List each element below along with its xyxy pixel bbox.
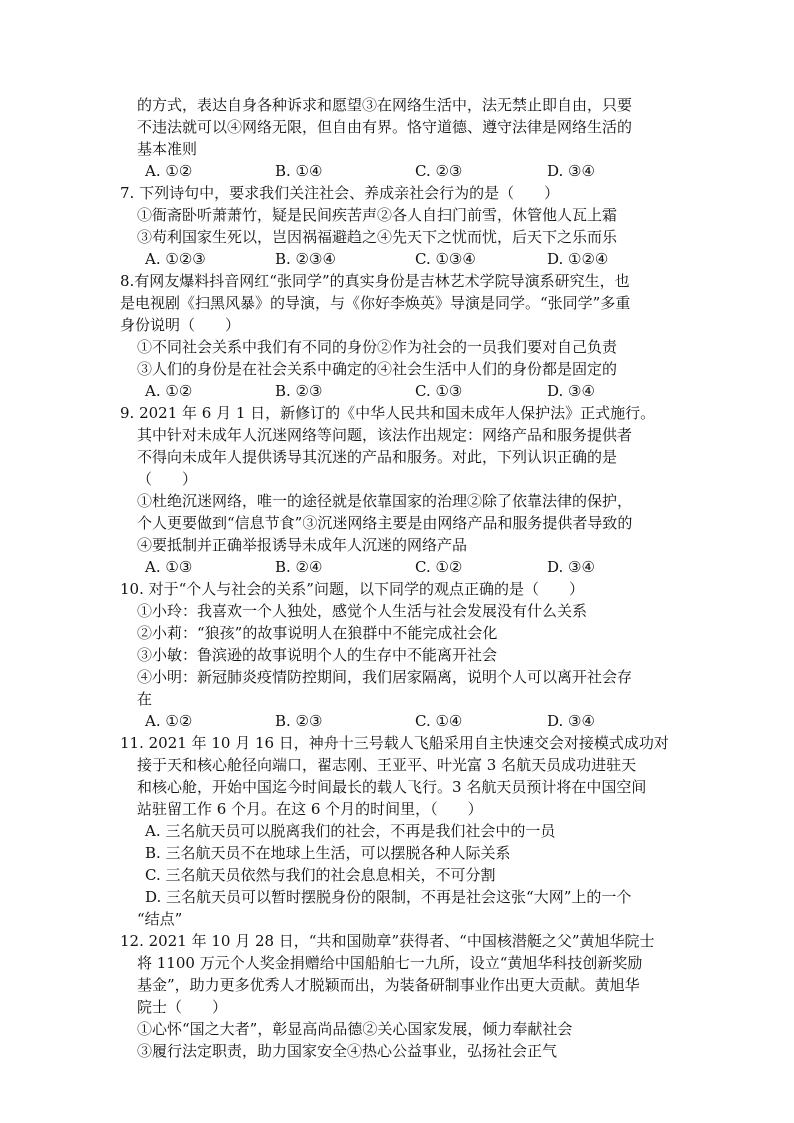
q9-line-2: 其中针对未成年人沉迷网络等问题，该法作出规定：网络产品和服务提供者 — [137, 426, 633, 444]
q6-options — [145, 161, 665, 181]
q9-line-1: 9. 2021 年 6 月 1 日，新修订的《中华人民共和国未成年人保护法》正式施行。 — [120, 404, 656, 422]
q10-line-1: ①小玲：我喜欢一个人独处，感觉个人生活与社会发展没有什么关系 — [137, 602, 588, 620]
q9-option-d[interactable]: D. ③④ — [547, 558, 595, 576]
q6-option-b[interactable]: B. ①④ — [275, 162, 323, 180]
q7-option-d[interactable]: D. ①②④ — [547, 250, 609, 268]
q6-line-3: 基本准则 — [137, 140, 198, 158]
q10-line-3: ③小敏：鲁滨逊的故事说明个人的生存中不能离开社会 — [137, 646, 498, 664]
q9-line-3: 不得向未成年人提供诱导其沉迷的产品和服务。对此，下列认识正确的是 — [137, 448, 618, 466]
q10-options — [145, 711, 665, 731]
q6-line-2: 不违法就可以④网络无限，但自由有界。恪守道德、遵守法律是网络生活的 — [137, 118, 633, 136]
q12-line-2: 将 1100 万元个人奖金捐赠给中国船舶七一九所，设立“黄旭华科技创新奖励 — [137, 954, 643, 972]
q8-option-a[interactable]: A. ①② — [145, 382, 193, 400]
q7-line-2: ③苟利国家生死以，岂因祸福避趋之④先天下之忧而忧，后天下之乐而乐 — [137, 228, 618, 246]
q6-option-a[interactable]: A. ①② — [145, 162, 193, 180]
q10-stem: 10. 对于“个人与社会的关系”问题，以下同学的观点正确的是（ ） — [120, 580, 584, 598]
q8-line-5: ③人们的身份是在社会关系中确定的④社会生活中人们的身份都是固定的 — [137, 360, 618, 378]
q6-option-c[interactable]: C. ②③ — [415, 162, 463, 180]
q11-option-a[interactable]: A. 三名航天员可以脱离我们的社会，不再是我们社会中的一员 — [145, 822, 556, 840]
q10-line-4: ④小明：新冠肺炎疫情防控期间，我们居家隔离，说明个人可以离开社会存 — [137, 668, 633, 686]
q10-line-2: ②小莉：“狼孩”的故事说明人在狼群中不能完成社会化 — [137, 624, 498, 642]
q7-stem: 7. 下列诗句中，要求我们关注社会、养成亲社会行为的是（ ） — [120, 184, 560, 202]
q11-option-d-cont: “结点” — [137, 910, 183, 928]
q12-line-1: 12. 2021 年 10 月 28 日，“共和国勋章”获得者、“中国核潜艇之父”黄旭华院士 — [120, 932, 655, 950]
q10-option-b[interactable]: B. ②③ — [275, 712, 323, 730]
q11-line-4: 站驻留工作 6 个月。在这 6 个月的时间里，（ ） — [137, 800, 483, 818]
q12-line-6: ③履行法定职责，助力国家安全④热心公益事业，弘扬社会正气 — [137, 1042, 558, 1060]
q9-line-7: ④要抵制并正确举报诱导未成年人沉迷的网络产品 — [137, 536, 468, 554]
q9-option-a[interactable]: A. ①③ — [145, 558, 193, 576]
q12-line-3: 基金”，助力更多优秀人才脱颖而出，为装备研制事业作出更大贡献。黄旭华 — [137, 976, 640, 994]
q12-line-4: 院士（ ） — [137, 998, 228, 1016]
q11-option-d[interactable]: D. 三名航天员可以暂时摆脱身份的限制，不再是社会这张“大网”上的一个 — [145, 888, 632, 906]
q7-options — [145, 249, 665, 269]
q10-option-c[interactable]: C. ①④ — [415, 712, 463, 730]
q9-line-6: 个人更要做到“信息节食”③沉迷网络主要是由网络产品和服务提供者导致的 — [137, 514, 633, 532]
q8-line-4: ①不同社会关系中我们有不同的身份②作为社会的一员我们要对自己负责 — [137, 338, 618, 356]
q7-option-b[interactable]: B. ②③④ — [275, 250, 336, 268]
q6-line-1: 的方式，表达自身各种诉求和愿望③在网络生活中，法无禁止即自由，只要 — [137, 96, 633, 114]
q10-line-5: 在 — [137, 690, 153, 708]
q6-option-d[interactable]: D. ③④ — [547, 162, 595, 180]
q11-option-c[interactable]: C. 三名航天员依然与我们的社会息息相关，不可分割 — [145, 866, 496, 884]
q8-option-c[interactable]: C. ①③ — [415, 382, 463, 400]
q11-line-1: 11. 2021 年 10 月 16 日，神舟十三号载人飞船采用自主快速交会对接模式成功对 — [120, 734, 669, 752]
q12-line-5: ①心怀“国之大者”，彰显高尚品德②关心国家发展，倾力奉献社会 — [137, 1020, 573, 1038]
q8-line-1: 8.有网友爆料抖音网红“张同学”的真实身份是吉林艺术学院导演系研究生，也 — [120, 272, 630, 290]
q9-option-c[interactable]: C. ①② — [415, 558, 463, 576]
q11-line-3: 和核心舱，开始中国迄今时间最长的载人飞行。3 名航天员预计将在中国空间 — [137, 778, 647, 796]
q8-option-d[interactable]: D. ③④ — [547, 382, 595, 400]
q8-line-2: 是电视剧《扫黑风暴》的导演，与《你好李焕英》导演是同学。“张同学”多重 — [120, 294, 631, 312]
q7-option-a[interactable]: A. ①②③ — [145, 250, 206, 268]
q7-option-c[interactable]: C. ①③④ — [415, 250, 476, 268]
q9-option-b[interactable]: B. ②④ — [275, 558, 323, 576]
q8-line-3: 身份说明（ ） — [120, 316, 241, 334]
q9-line-4: （ ） — [137, 470, 198, 488]
q9-options — [145, 557, 665, 577]
q10-option-a[interactable]: A. ①② — [145, 712, 193, 730]
q9-line-5: ①杜绝沉迷网络，唯一的途径就是依靠国家的治理②除了依靠法律的保护， — [137, 492, 633, 510]
q11-line-2: 接于天和核心舱径向端口，翟志刚、王亚平、叶光富 3 名航天员成功进驻天 — [137, 756, 637, 774]
q11-option-b[interactable]: B. 三名航天员不在地球上生活，可以摆脱各种人际关系 — [145, 844, 511, 862]
q7-line-1: ①衙斋卧听萧萧竹，疑是民间疾苦声②各人自扫门前雪，休管他人瓦上霜 — [137, 206, 618, 224]
q8-option-b[interactable]: B. ②③ — [275, 382, 323, 400]
q10-option-d[interactable]: D. ③④ — [547, 712, 595, 730]
q8-options — [145, 381, 665, 401]
